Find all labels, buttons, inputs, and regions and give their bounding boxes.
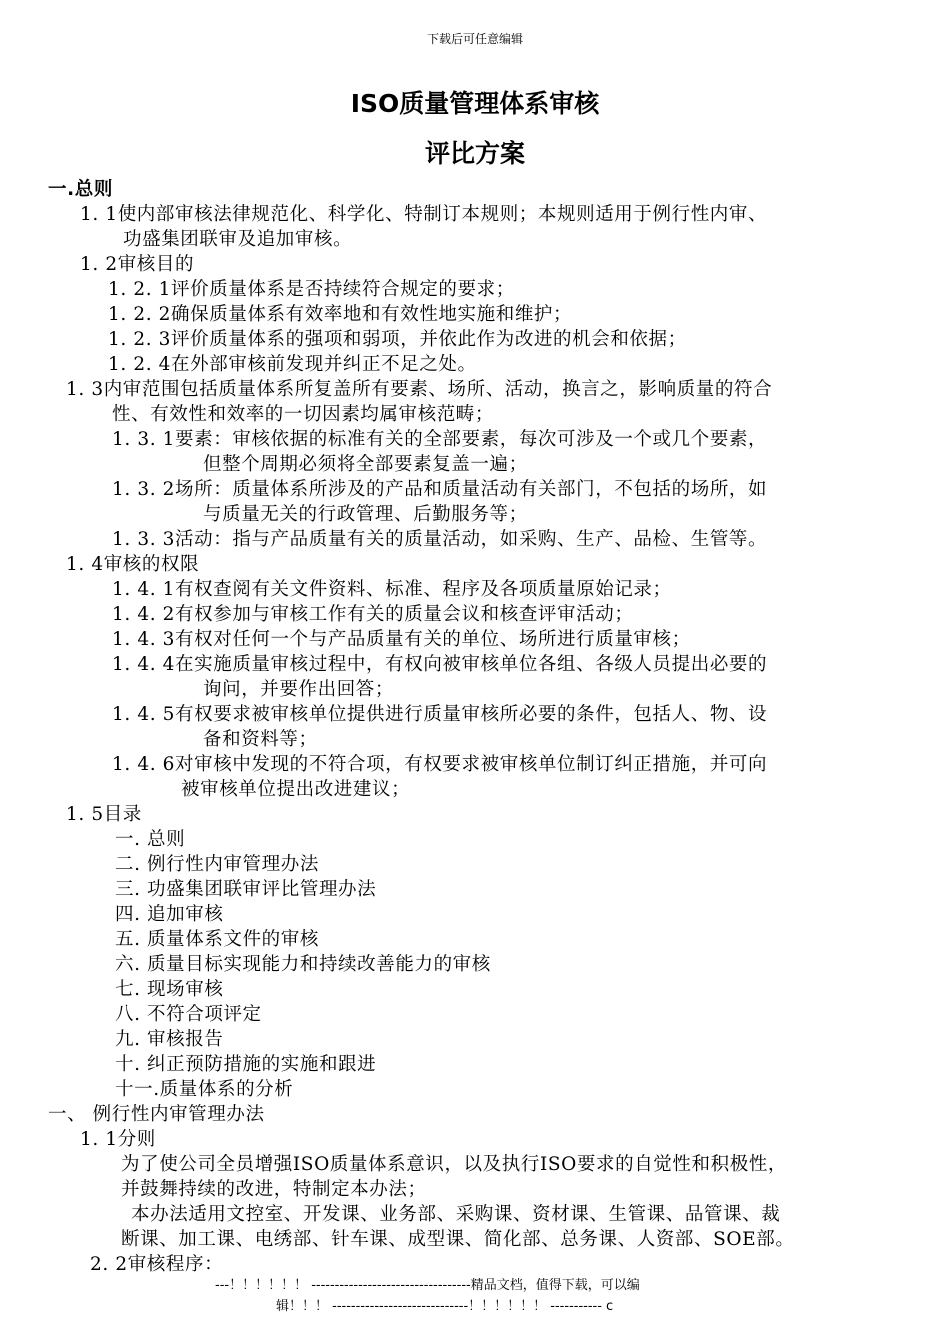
text-line: 本办法适用文控室、开发课、业务部、采购课、资材课、生管课、品管课、裁: [131, 1204, 781, 1225]
text-line: 一. 总则: [115, 829, 186, 850]
text-line: 九. 审核报告: [115, 1029, 224, 1050]
text-line: 与质量无关的行政管理、后勤服务等；: [203, 504, 528, 525]
text-line: 一.总则: [48, 179, 113, 200]
text-line: 性、有效性和效率的一切因素均属审核范畴；: [112, 404, 495, 425]
text-line: 五. 质量体系文件的审核: [115, 929, 319, 950]
text-line: 1. 3. 2场所：质量体系所涉及的产品和质量活动有关部门，不包括的场所，如: [112, 479, 768, 500]
text-line: 六. 质量目标实现能力和持续改善能力的审核: [115, 954, 491, 975]
text-line: 但整个周期必须将全部要素复盖一遍；: [203, 454, 528, 475]
text-line: 1. 4. 1有权查阅有关文件资料、标准、程序及各项质量原始记录；: [112, 579, 672, 600]
text-line: 备和资料等；: [203, 729, 318, 750]
text-line: 一、 例行性内审管理办法: [48, 1104, 265, 1125]
text-line: 1. 5目录: [66, 804, 142, 825]
text-line: 询问，并要作出回答；: [203, 679, 395, 700]
text-line: 1. 3. 3活动：指与产品质量有关的质量活动，如采购、生产、品检、生管等。: [112, 529, 768, 550]
text-line: 1. 2. 3评价质量体系的强项和弱项，并依此作为改进的机会和依据；: [108, 329, 687, 350]
text-line: 1. 2. 1评价质量体系是否持续符合规定的要求；: [108, 279, 515, 300]
text-line: 为了使公司全员增强ISO质量体系意识，以及执行ISO要求的自觉性和积极性，: [121, 1154, 787, 1175]
text-line: 1. 2. 2确保质量体系有效率地和有效性地实施和维护；: [108, 304, 573, 325]
footer-line-2: 辑！！！ -----------------------------！！！！！！ ----------- c: [276, 1299, 614, 1314]
text-line: 1. 4. 6对审核中发现的不符合项，有权要求被审核单位制订纠正措施，并可向: [112, 754, 768, 775]
text-line: 断课、加工课、电绣部、针车课、成型课、简化部、总务课、人资部、SOE部。: [121, 1229, 795, 1250]
text-line: 1. 4. 3有权对任何一个与产品质量有关的单位、场所进行质量审核；: [112, 629, 691, 650]
text-line: 1. 3内审范围包括质量体系所复盖所有要素、场所、活动，换言之，影响质量的符合: [66, 379, 773, 400]
text-line: 1. 4. 5有权要求被审核单位提供进行质量审核所必要的条件，包括人、物、设: [112, 704, 768, 725]
text-line: 1. 4. 2有权参加与审核工作有关的质量会议和核查评审活动；: [112, 604, 634, 625]
text-line: 并鼓舞持续的改进，特制定本办法；: [121, 1179, 427, 1200]
text-line: 四. 追加审核: [115, 904, 224, 925]
text-line: 1. 2审核目的: [80, 254, 195, 275]
footer-line-1: ---！！！！！！ ----------------------------------精品文档，值得下载，可以编: [215, 1278, 640, 1293]
text-line: 八. 不符合项评定: [115, 1004, 262, 1025]
text-line: 二. 例行性内审管理办法: [115, 854, 319, 875]
text-line: 2. 2审核程序：: [90, 1254, 224, 1275]
text-line: 1. 3. 1要素：审核依据的标准有关的全部要素，每次可涉及一个或几个要素，: [112, 429, 768, 450]
document-title: ISO质量管理体系审核: [350, 89, 600, 118]
text-line: 被审核单位提出改进建议；: [181, 779, 411, 800]
text-line: 十一.质量体系的分析: [115, 1079, 294, 1100]
text-line: 1. 1分则: [80, 1129, 156, 1150]
text-line: 1. 4. 4在实施质量审核过程中，有权向被审核单位各组、各级人员提出必要的: [112, 654, 768, 675]
text-line: 1. 4审核的权限: [66, 554, 200, 575]
text-line: 1. 2. 4在外部审核前发现并纠正不足之处。: [108, 354, 477, 375]
document-subtitle: 评比方案: [424, 139, 525, 168]
text-line: 三. 功盛集团联审评比管理办法: [115, 879, 377, 900]
text-line: 功盛集团联审及追加审核。: [123, 229, 353, 250]
text-line: 七. 现场审核: [115, 979, 224, 1000]
text-line: 1. 1使内部审核法律规范化、科学化、特制订本规则；本规则适用于例行性内审、: [80, 204, 768, 225]
page-header: 下载后可任意编辑: [426, 32, 523, 46]
text-line: 十. 纠正预防措施的实施和跟进: [115, 1054, 377, 1075]
